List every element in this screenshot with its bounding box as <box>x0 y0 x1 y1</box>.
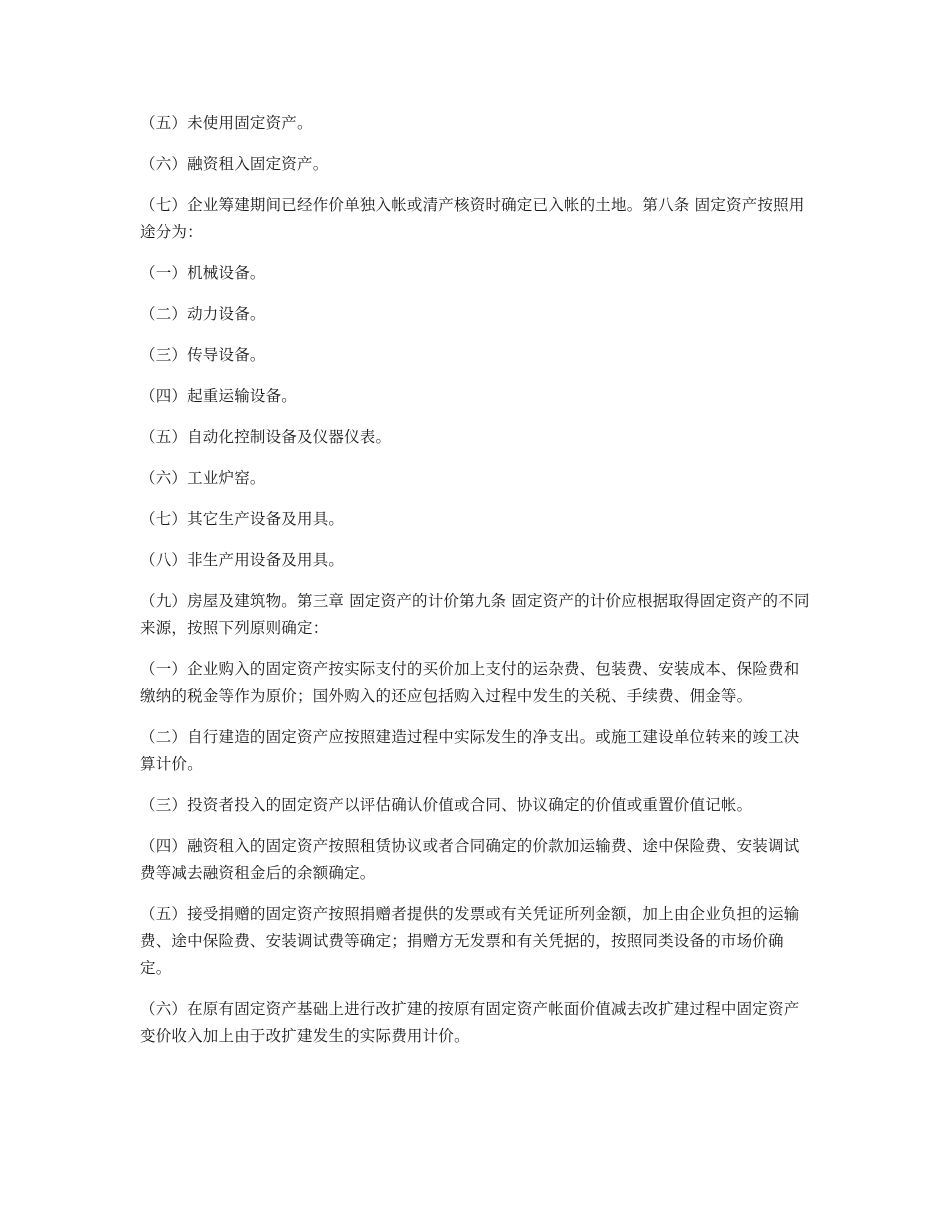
paragraph-9: （六）工业炉窑。 <box>140 469 266 487</box>
paragraph-17: （五）接受捐赠的固定资产按照捐赠者提供的发票或有关凭证所列金额，加上由企业负担的运输费、途中保险费、安装调试费等确定；捐赠方无发票和有关凭据的，按照同类设备的市场价确定。 <box>140 905 800 977</box>
paragraph-10: （七）其它生产设备及用具。 <box>140 510 345 528</box>
paragraph-5: （二）动力设备。 <box>140 305 266 323</box>
paragraph-15: （三）投资者投入的固定资产以评估确认价值或合同、协议确定的价值或重置价值记帐。 <box>140 796 753 814</box>
paragraph-4: （一）机械设备。 <box>140 264 266 282</box>
paragraph-18: （六）在原有固定资产基础上进行改扩建的按原有固定资产帐面价值减去改扩建过程中固定资产变价收入加上由于改扩建发生的实际费用计价。 <box>140 1000 800 1045</box>
paragraph-16: （四）融资租入的固定资产按照租赁协议或者合同确定的价款加运输费、途中保险费、安装调试费等减去融资租金后的余额确定。 <box>140 837 800 882</box>
document-body <box>140 110 812 1064</box>
paragraph-1: （五）未使用固定资产。 <box>140 114 313 132</box>
paragraph-6: （三）传导设备。 <box>140 346 266 364</box>
paragraph-2: （六）融资租入固定资产。 <box>140 155 329 173</box>
paragraph-3: （七）企业筹建期间已经作价单独入帐或清产核资时确定已入帐的土地。第八条 固定资产按照用途分为： <box>140 196 805 241</box>
paragraph-14: （二）自行建造的固定资产应按照建造过程中实际发生的净支出。或施工建设单位转来的竣工决算计价。 <box>140 728 800 773</box>
paragraph-8: （五）自动化控制设备及仪器仪表。 <box>140 428 392 446</box>
paragraph-13: （一）企业购入的固定资产按实际支付的买价加上支付的运杂费、包装费、安装成本、保险费和缴纳的税金等作为原价；国外购入的还应包括购入过程中发生的关税、手续费、佣金等。 <box>140 660 800 705</box>
paragraph-7: （四）起重运输设备。 <box>140 387 298 405</box>
paragraph-11: （八）非生产用设备及用具。 <box>140 551 345 569</box>
paragraph-12: （九）房屋及建筑物。第三章 固定资产的计价第九条 固定资产的计价应根据取得固定资产的不同来源，按照下列原则确定： <box>140 592 810 637</box>
